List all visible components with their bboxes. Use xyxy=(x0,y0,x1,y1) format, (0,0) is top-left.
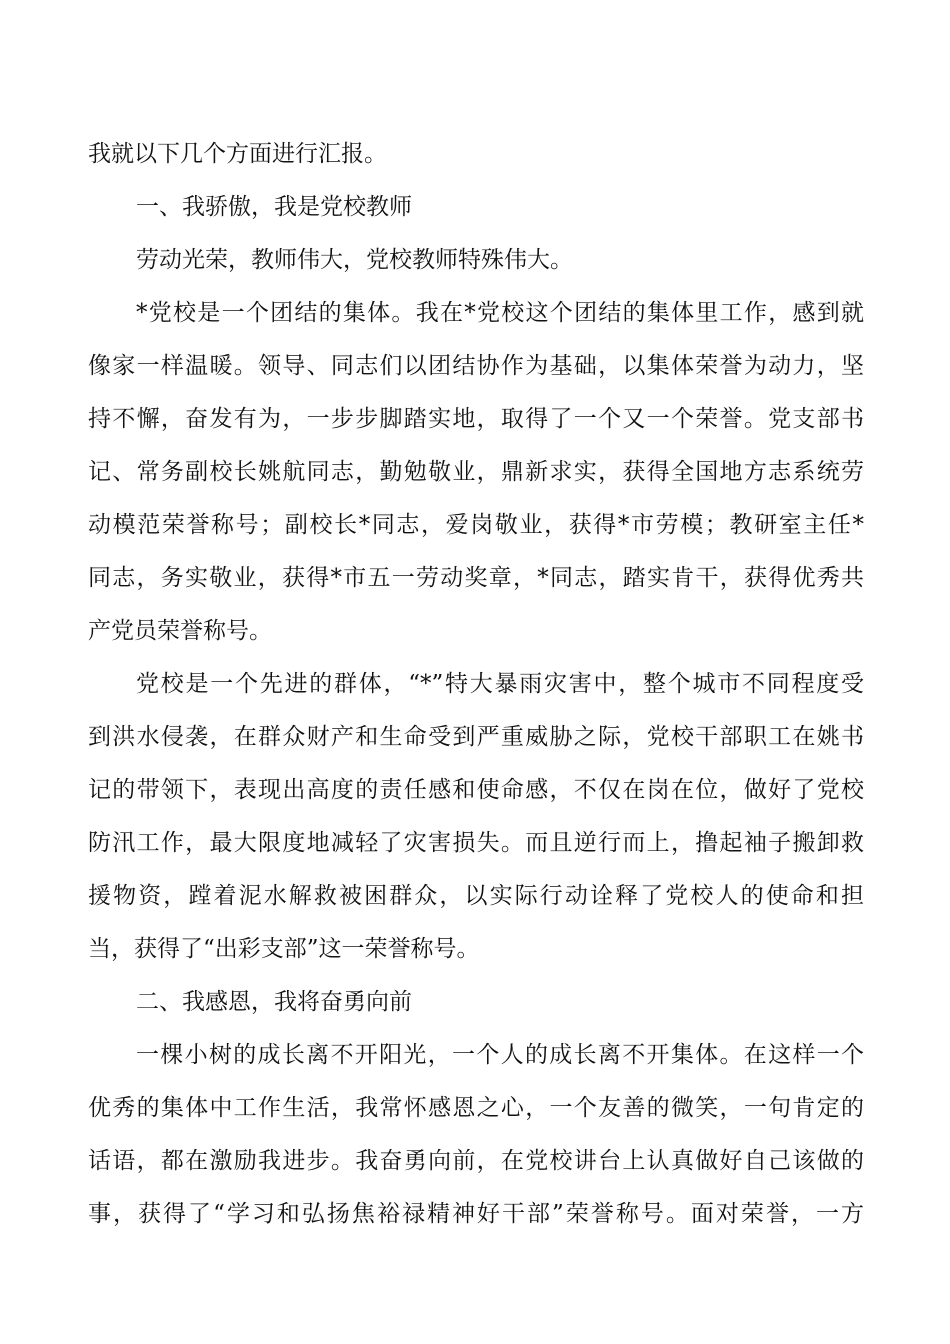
text-line: 一棵小树的成长离不开阳光，一个人的成长离不开集体。在这样一个 xyxy=(136,1042,864,1068)
text-line: 防汛工作，最大限度地减轻了灾害损失。而且逆行而上，撸起袖子搬卸救 xyxy=(88,830,864,856)
text-line: 产党员荣誉称号。 xyxy=(88,618,272,644)
text-line: 优秀的集体中工作生活，我常怀感恩之心，一个友善的微笑，一句肯定的 xyxy=(88,1095,864,1121)
text-line: 党校是一个先进的群体，“*”特大暴雨灾害中，整个城市不同程度受 xyxy=(136,671,864,697)
section-heading: 一、我骄傲，我是党校教师 xyxy=(136,194,412,220)
text-line: 劳动光荣，教师伟大，党校教师特殊伟大。 xyxy=(136,247,573,273)
text-line: 同志，务实敬业，获得*市五一劳动奖章，*同志，踏实肯干，获得优秀共 xyxy=(88,565,864,591)
text-line: 话语，都在激励我进步。我奋勇向前，在党校讲台上认真做好自己该做的 xyxy=(88,1148,864,1174)
text-line: 记的带领下，表现出高度的责任感和使命感，不仅在岗在位，做好了党校 xyxy=(88,777,864,803)
text-line: 到洪水侵袭，在群众财产和生命受到严重威胁之际，党校干部职工在姚书 xyxy=(88,724,864,750)
text-line: 记、常务副校长姚航同志，勤勉敬业，鼎新求实，获得全国地方志系统劳 xyxy=(88,459,864,485)
text-line: 援物资，蹚着泥水解救被困群众，以实际行动诠释了党校人的使命和担 xyxy=(88,883,864,909)
text-line: 动模范荣誉称号；副校长*同志，爱岗敬业，获得*市劳模；教研室主任* xyxy=(88,512,864,538)
text-line: 当，获得了“出彩支部”这一荣誉称号。 xyxy=(88,936,480,962)
text-line: 持不懈，奋发有为，一步步脚踏实地，取得了一个又一个荣誉。党支部书 xyxy=(88,406,864,432)
text-line: 事，获得了“学习和弘扬焦裕禄精神好干部”荣誉称号。面对荣誉，一方 xyxy=(88,1201,864,1227)
text-line: *党校是一个团结的集体。我在*党校这个团结的集体里工作，感到就 xyxy=(136,300,864,326)
text-line: 像家一样温暖。领导、同志们以团结协作为基础，以集体荣誉为动力，坚 xyxy=(88,353,864,379)
text-line: 我就以下几个方面进行汇报。 xyxy=(88,141,387,167)
section-heading: 二、我感恩，我将奋勇向前 xyxy=(136,989,412,1015)
